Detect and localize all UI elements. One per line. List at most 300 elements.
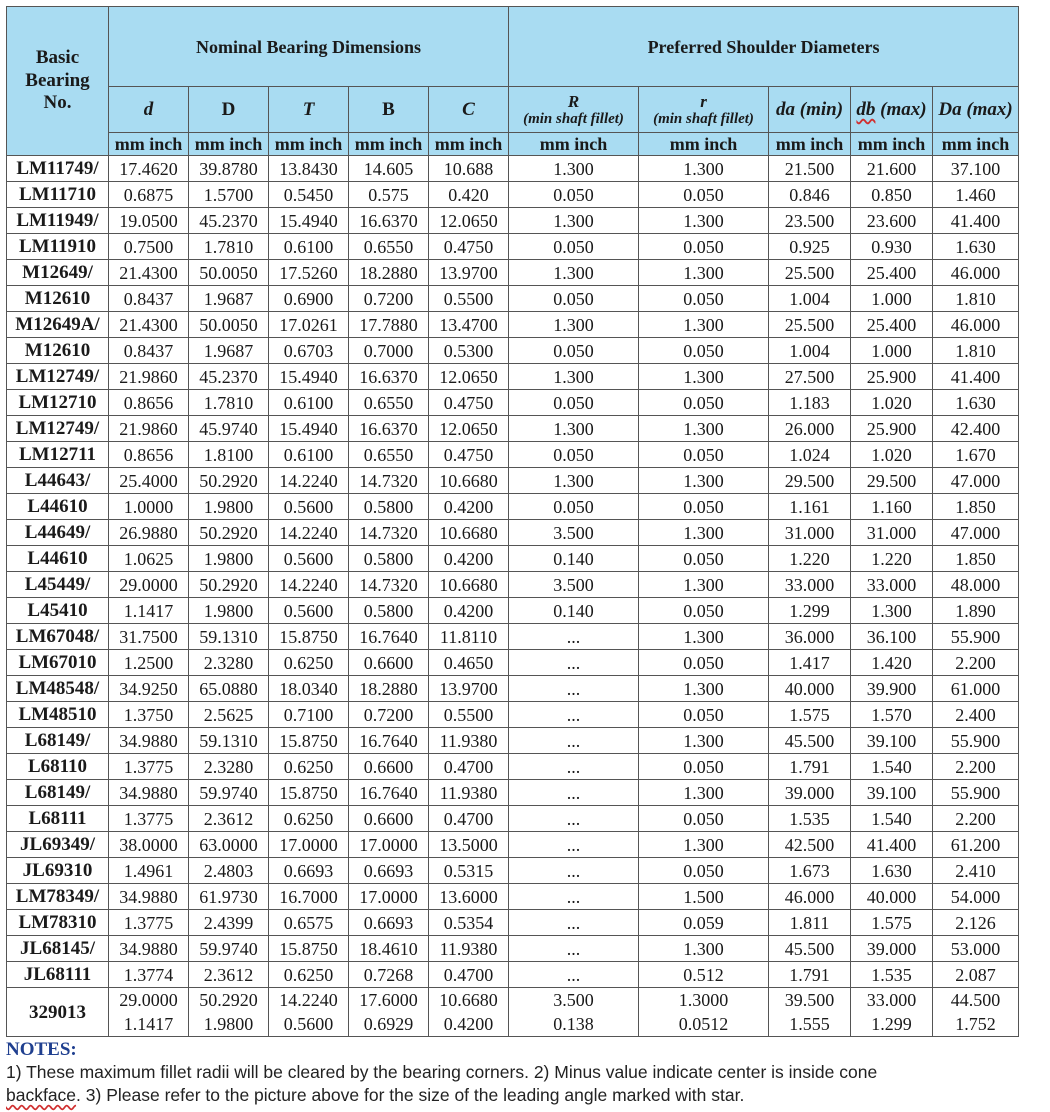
value-mm: 1.3000 bbox=[678, 990, 729, 1010]
cell-db: 1.160 bbox=[851, 494, 933, 520]
col-db-suffix: (max) bbox=[875, 99, 927, 120]
cell-d: 0.7500 bbox=[109, 234, 189, 260]
cell-db: 1.540 bbox=[851, 754, 933, 780]
cell-Da: 41.400 bbox=[933, 364, 1019, 390]
cell-db bbox=[851, 988, 933, 1037]
cell-T: 0.6250 bbox=[269, 650, 349, 676]
cell-B: 0.7200 bbox=[349, 286, 429, 312]
table-row bbox=[7, 754, 1019, 780]
cell-Da: 37.100 bbox=[933, 156, 1019, 182]
nominal-dimensions-header: Nominal Bearing Dimensions bbox=[109, 7, 509, 87]
cell-Da: 1.810 bbox=[933, 286, 1019, 312]
cell-Da: 1.630 bbox=[933, 234, 1019, 260]
cell-R: 1.300 bbox=[509, 260, 639, 286]
bearing-number-cell: LM12711 bbox=[7, 442, 109, 468]
cell-C: 0.4700 bbox=[429, 806, 509, 832]
cell-D: 50.2920 bbox=[189, 572, 269, 598]
cell-R: 1.300 bbox=[509, 156, 639, 182]
cell-D: 1.9800 bbox=[189, 494, 269, 520]
table-row bbox=[7, 390, 1019, 416]
cell-r: 1.300 bbox=[639, 208, 769, 234]
cell-R: ... bbox=[509, 910, 639, 936]
value-inch: 0.5600 bbox=[283, 1014, 334, 1034]
col-r-subtitle: (min shaft fillet) bbox=[653, 110, 754, 127]
cell-db: 0.850 bbox=[851, 182, 933, 208]
cell-d: 17.4620 bbox=[109, 156, 189, 182]
cell-Da: 48.000 bbox=[933, 572, 1019, 598]
cell-C: 10.6680 bbox=[429, 468, 509, 494]
cell-B: 16.7640 bbox=[349, 780, 429, 806]
cell-d: 29.0000 bbox=[109, 572, 189, 598]
cell-Da: 1.850 bbox=[933, 546, 1019, 572]
cell-d: 38.0000 bbox=[109, 832, 189, 858]
cell-d: 26.9880 bbox=[109, 520, 189, 546]
col-db-header bbox=[851, 87, 933, 133]
cell-r: 0.050 bbox=[639, 858, 769, 884]
cell-D: 1.9800 bbox=[189, 598, 269, 624]
cell-D: 1.5700 bbox=[189, 182, 269, 208]
cell-Da: 2.200 bbox=[933, 754, 1019, 780]
cell-d: 34.9880 bbox=[109, 936, 189, 962]
table-row bbox=[7, 702, 1019, 728]
value-mm: 33.000 bbox=[866, 990, 917, 1010]
cell-r: 0.050 bbox=[639, 598, 769, 624]
cell-D: 1.8100 bbox=[189, 442, 269, 468]
cell-R: ... bbox=[509, 728, 639, 754]
cell-Da: 1.890 bbox=[933, 598, 1019, 624]
cell-B: 14.7320 bbox=[349, 572, 429, 598]
cell-Da: 42.400 bbox=[933, 416, 1019, 442]
cell-Da: 55.900 bbox=[933, 780, 1019, 806]
cell-da: 1.417 bbox=[769, 650, 851, 676]
cell-db: 41.400 bbox=[851, 832, 933, 858]
cell-D: 1.7810 bbox=[189, 234, 269, 260]
cell-D: 1.9687 bbox=[189, 338, 269, 364]
cell-d: 21.4300 bbox=[109, 260, 189, 286]
cell-r: 1.300 bbox=[639, 312, 769, 338]
cell-C: 10.6680 bbox=[429, 572, 509, 598]
cell-Da: 1.460 bbox=[933, 182, 1019, 208]
cell-C: 11.9380 bbox=[429, 936, 509, 962]
cell-da: 1.004 bbox=[769, 338, 851, 364]
cell-R: 3.500 bbox=[509, 572, 639, 598]
cell-da: 1.299 bbox=[769, 598, 851, 624]
table-row bbox=[7, 572, 1019, 598]
cell-r: 1.300 bbox=[639, 780, 769, 806]
cell-C: 0.4750 bbox=[429, 442, 509, 468]
cell-D: 61.9730 bbox=[189, 884, 269, 910]
cell-T: 15.8750 bbox=[269, 624, 349, 650]
cell-db: 1.020 bbox=[851, 390, 933, 416]
unit-C: mm inch bbox=[429, 133, 509, 156]
table-row bbox=[7, 962, 1019, 988]
cell-B: 0.575 bbox=[349, 182, 429, 208]
cell-T: 0.5450 bbox=[269, 182, 349, 208]
cell-Da: 47.000 bbox=[933, 520, 1019, 546]
col-da-header: da (min) bbox=[769, 87, 851, 133]
notes-title: NOTES: bbox=[6, 1039, 77, 1060]
notes-text bbox=[6, 1061, 1046, 1107]
cell-D: 1.9687 bbox=[189, 286, 269, 312]
cell-d: 1.4961 bbox=[109, 858, 189, 884]
cell-da: 31.000 bbox=[769, 520, 851, 546]
cell-db: 1.630 bbox=[851, 858, 933, 884]
cell-B bbox=[349, 988, 429, 1037]
cell-r: 0.050 bbox=[639, 806, 769, 832]
unit-d: mm inch bbox=[109, 133, 189, 156]
bearing-number-cell: L68110 bbox=[7, 754, 109, 780]
bearing-number-cell: L45449/ bbox=[7, 572, 109, 598]
bearing-table-container bbox=[6, 6, 1018, 1107]
bearing-number-cell: LM11949/ bbox=[7, 208, 109, 234]
cell-da: 45.500 bbox=[769, 936, 851, 962]
table-row bbox=[7, 884, 1019, 910]
cell-C: 0.4750 bbox=[429, 234, 509, 260]
cell-C bbox=[429, 988, 509, 1037]
cell-db: 36.100 bbox=[851, 624, 933, 650]
cell-r: 0.050 bbox=[639, 286, 769, 312]
cell-C: 10.688 bbox=[429, 156, 509, 182]
cell-R: ... bbox=[509, 858, 639, 884]
cell-C: 0.4200 bbox=[429, 546, 509, 572]
unit-db: mm inch bbox=[851, 133, 933, 156]
cell-Da: 46.000 bbox=[933, 260, 1019, 286]
cell-Da: 2.087 bbox=[933, 962, 1019, 988]
col-D-header: D bbox=[189, 87, 269, 133]
bearing-number-cell: L44610 bbox=[7, 546, 109, 572]
value-inch: 0.6929 bbox=[363, 1014, 414, 1034]
table-body bbox=[7, 156, 1019, 1037]
cell-B: 0.7200 bbox=[349, 702, 429, 728]
cell-B: 0.6550 bbox=[349, 442, 429, 468]
cell-d: 0.8437 bbox=[109, 286, 189, 312]
cell-D: 2.3612 bbox=[189, 806, 269, 832]
table-row bbox=[7, 598, 1019, 624]
bearing-number-cell: L44610 bbox=[7, 494, 109, 520]
cell-db: 1.300 bbox=[851, 598, 933, 624]
cell-R: 0.050 bbox=[509, 442, 639, 468]
cell-da: 25.500 bbox=[769, 260, 851, 286]
cell-da: 1.535 bbox=[769, 806, 851, 832]
col-r-symbol: r bbox=[700, 91, 707, 111]
cell-D: 1.7810 bbox=[189, 390, 269, 416]
cell-B: 14.7320 bbox=[349, 468, 429, 494]
cell-db: 25.900 bbox=[851, 416, 933, 442]
cell-da: 39.000 bbox=[769, 780, 851, 806]
cell-da: 23.500 bbox=[769, 208, 851, 234]
cell-B: 18.2880 bbox=[349, 676, 429, 702]
cell-R: ... bbox=[509, 962, 639, 988]
value-inch: 0.138 bbox=[553, 1014, 594, 1034]
cell-T: 14.2240 bbox=[269, 572, 349, 598]
bearing-number-cell: M12610 bbox=[7, 338, 109, 364]
bearing-number-cell: M12649A/ bbox=[7, 312, 109, 338]
cell-D: 45.2370 bbox=[189, 364, 269, 390]
cell-da: 45.500 bbox=[769, 728, 851, 754]
cell-T: 14.2240 bbox=[269, 520, 349, 546]
cell-C: 11.8110 bbox=[429, 624, 509, 650]
col-Da-header: Da (max) bbox=[933, 87, 1019, 133]
cell-T: 18.0340 bbox=[269, 676, 349, 702]
cell-Da: 1.850 bbox=[933, 494, 1019, 520]
cell-Da: 46.000 bbox=[933, 312, 1019, 338]
cell-R: 1.300 bbox=[509, 364, 639, 390]
cell-C: 12.0650 bbox=[429, 416, 509, 442]
cell-Da: 61.200 bbox=[933, 832, 1019, 858]
bearing-number-cell: M12649/ bbox=[7, 260, 109, 286]
cell-d: 1.3775 bbox=[109, 754, 189, 780]
cell-d: 34.9880 bbox=[109, 884, 189, 910]
cell-C: 0.4700 bbox=[429, 962, 509, 988]
value-inch: 1.9800 bbox=[203, 1014, 254, 1034]
cell-d: 1.3750 bbox=[109, 702, 189, 728]
bearing-number-cell: L68111 bbox=[7, 806, 109, 832]
table-row bbox=[7, 234, 1019, 260]
bearing-number-cell: LM78310 bbox=[7, 910, 109, 936]
cell-B: 0.5800 bbox=[349, 598, 429, 624]
cell-da: 0.925 bbox=[769, 234, 851, 260]
cell-T: 15.8750 bbox=[269, 936, 349, 962]
cell-C: 0.5300 bbox=[429, 338, 509, 364]
header-basic-word: Basic bbox=[35, 46, 80, 68]
cell-db: 0.930 bbox=[851, 234, 933, 260]
bearing-number-cell: LM11710 bbox=[7, 182, 109, 208]
cell-B: 0.6600 bbox=[349, 806, 429, 832]
cell-C: 0.5500 bbox=[429, 702, 509, 728]
table-row bbox=[7, 650, 1019, 676]
notes-backface-word: backface bbox=[6, 1085, 77, 1105]
cell-T: 0.6575 bbox=[269, 910, 349, 936]
cell-B: 0.6550 bbox=[349, 234, 429, 260]
table-row bbox=[7, 286, 1019, 312]
cell-B: 0.7000 bbox=[349, 338, 429, 364]
cell-T: 13.8430 bbox=[269, 156, 349, 182]
cell-d: 1.3774 bbox=[109, 962, 189, 988]
cell-R: 0.050 bbox=[509, 234, 639, 260]
col-B-header: B bbox=[349, 87, 429, 133]
cell-r: 1.300 bbox=[639, 416, 769, 442]
cell-B: 17.0000 bbox=[349, 884, 429, 910]
cell-C: 0.420 bbox=[429, 182, 509, 208]
table-row bbox=[7, 494, 1019, 520]
cell-db: 39.100 bbox=[851, 780, 933, 806]
cell-db: 25.400 bbox=[851, 312, 933, 338]
bearing-number-cell: LM12749/ bbox=[7, 364, 109, 390]
cell-B: 14.7320 bbox=[349, 520, 429, 546]
cell-T: 0.7100 bbox=[269, 702, 349, 728]
cell-da: 1.811 bbox=[769, 910, 851, 936]
table-row bbox=[7, 520, 1019, 546]
cell-da: 42.500 bbox=[769, 832, 851, 858]
cell-da: 40.000 bbox=[769, 676, 851, 702]
cell-B: 0.6600 bbox=[349, 754, 429, 780]
notes-line-2: . 3) Please refer to the picture above for the size of the leading angle marked with star. bbox=[76, 1085, 745, 1105]
cell-da: 1.004 bbox=[769, 286, 851, 312]
cell-B: 18.4610 bbox=[349, 936, 429, 962]
table-row bbox=[7, 728, 1019, 754]
bearing-number-cell: JL69310 bbox=[7, 858, 109, 884]
unit-Da: mm inch bbox=[933, 133, 1019, 156]
cell-B: 0.7268 bbox=[349, 962, 429, 988]
cell-C: 12.0650 bbox=[429, 208, 509, 234]
cell-C: 12.0650 bbox=[429, 364, 509, 390]
table-row bbox=[7, 806, 1019, 832]
cell-r: 1.300 bbox=[639, 728, 769, 754]
cell-T: 17.5260 bbox=[269, 260, 349, 286]
cell-B: 17.0000 bbox=[349, 832, 429, 858]
cell-D: 50.0050 bbox=[189, 260, 269, 286]
value-inch: 1.299 bbox=[871, 1014, 912, 1034]
cell-da: 1.161 bbox=[769, 494, 851, 520]
col-R-subtitle: (min shaft fillet) bbox=[523, 110, 624, 127]
cell-B: 0.5800 bbox=[349, 546, 429, 572]
cell-d: 34.9880 bbox=[109, 780, 189, 806]
cell-r: 0.050 bbox=[639, 390, 769, 416]
cell-db: 1.000 bbox=[851, 286, 933, 312]
cell-B: 17.7880 bbox=[349, 312, 429, 338]
cell-D: 2.3612 bbox=[189, 962, 269, 988]
cell-Da: 2.126 bbox=[933, 910, 1019, 936]
cell-d: 21.9860 bbox=[109, 364, 189, 390]
cell-db: 39.000 bbox=[851, 936, 933, 962]
cell-D: 2.3280 bbox=[189, 650, 269, 676]
col-T-header: T bbox=[269, 87, 349, 133]
cell-r: 1.300 bbox=[639, 624, 769, 650]
bearing-number-cell: 329013 bbox=[7, 988, 109, 1037]
cell-da: 0.846 bbox=[769, 182, 851, 208]
table-row bbox=[7, 338, 1019, 364]
cell-D: 63.0000 bbox=[189, 832, 269, 858]
cell-D: 2.5625 bbox=[189, 702, 269, 728]
cell-D: 2.4399 bbox=[189, 910, 269, 936]
shoulder-diameters-header: Preferred Shoulder Diameters bbox=[509, 7, 1019, 87]
cell-D: 59.9740 bbox=[189, 936, 269, 962]
cell-T: 15.8750 bbox=[269, 728, 349, 754]
cell-R: 1.300 bbox=[509, 312, 639, 338]
bearing-number-cell: M12610 bbox=[7, 286, 109, 312]
cell-C: 11.9380 bbox=[429, 728, 509, 754]
cell-B: 16.6370 bbox=[349, 208, 429, 234]
cell-T: 15.8750 bbox=[269, 780, 349, 806]
cell-C: 0.5354 bbox=[429, 910, 509, 936]
units-row bbox=[7, 133, 1019, 156]
cell-db: 1.570 bbox=[851, 702, 933, 728]
cell-d: 19.0500 bbox=[109, 208, 189, 234]
value-mm: 10.6680 bbox=[439, 990, 498, 1010]
cell-R: 0.050 bbox=[509, 494, 639, 520]
cell-Da: 61.000 bbox=[933, 676, 1019, 702]
cell-R: 1.300 bbox=[509, 468, 639, 494]
cell-r: 1.500 bbox=[639, 884, 769, 910]
cell-Da: 55.900 bbox=[933, 728, 1019, 754]
cell-C: 0.5500 bbox=[429, 286, 509, 312]
cell-Da: 1.630 bbox=[933, 390, 1019, 416]
table-row bbox=[7, 676, 1019, 702]
cell-db: 23.600 bbox=[851, 208, 933, 234]
col-db-symbol: db bbox=[856, 99, 876, 120]
cell-R: ... bbox=[509, 806, 639, 832]
cell-D: 2.4803 bbox=[189, 858, 269, 884]
cell-R: 0.050 bbox=[509, 286, 639, 312]
unit-R: mm inch bbox=[509, 133, 639, 156]
cell-db: 25.900 bbox=[851, 364, 933, 390]
cell-r: 1.300 bbox=[639, 364, 769, 390]
cell-da: 1.791 bbox=[769, 962, 851, 988]
cell-D: 39.8780 bbox=[189, 156, 269, 182]
cell-d: 0.8437 bbox=[109, 338, 189, 364]
cell-d: 0.8656 bbox=[109, 442, 189, 468]
cell-r: 1.300 bbox=[639, 676, 769, 702]
cell-C: 0.4200 bbox=[429, 598, 509, 624]
cell-R: ... bbox=[509, 832, 639, 858]
cell-da: 1.673 bbox=[769, 858, 851, 884]
bearing-number-cell: LM48510 bbox=[7, 702, 109, 728]
cell-db: 1.420 bbox=[851, 650, 933, 676]
cell-D: 59.1310 bbox=[189, 624, 269, 650]
basic-bearing-no-header bbox=[7, 7, 109, 156]
bearing-number-cell: LM11910 bbox=[7, 234, 109, 260]
unit-T: mm inch bbox=[269, 133, 349, 156]
cell-C: 13.6000 bbox=[429, 884, 509, 910]
cell-Da: 54.000 bbox=[933, 884, 1019, 910]
cell-R: ... bbox=[509, 780, 639, 806]
table-row bbox=[7, 858, 1019, 884]
cell-C: 13.5000 bbox=[429, 832, 509, 858]
cell-r: 0.512 bbox=[639, 962, 769, 988]
cell-B: 16.6370 bbox=[349, 364, 429, 390]
cell-d: 31.7500 bbox=[109, 624, 189, 650]
table-row bbox=[7, 546, 1019, 572]
cell-d bbox=[109, 988, 189, 1037]
cell-B: 16.6370 bbox=[349, 416, 429, 442]
cell-Da: 55.900 bbox=[933, 624, 1019, 650]
cell-Da: 2.200 bbox=[933, 806, 1019, 832]
unit-r: mm inch bbox=[639, 133, 769, 156]
cell-C: 11.9380 bbox=[429, 780, 509, 806]
bearing-number-cell: LM67010 bbox=[7, 650, 109, 676]
cell-Da: 41.400 bbox=[933, 208, 1019, 234]
cell-B: 0.6550 bbox=[349, 390, 429, 416]
cell-R: ... bbox=[509, 624, 639, 650]
value-inch: 0.0512 bbox=[678, 1014, 729, 1034]
cell-db: 39.100 bbox=[851, 728, 933, 754]
cell-Da: 2.400 bbox=[933, 702, 1019, 728]
cell-db: 31.000 bbox=[851, 520, 933, 546]
table-row bbox=[7, 208, 1019, 234]
cell-d: 21.9860 bbox=[109, 416, 189, 442]
cell-D: 50.2920 bbox=[189, 520, 269, 546]
table-row bbox=[7, 312, 1019, 338]
cell-B: 0.6693 bbox=[349, 858, 429, 884]
bearing-number-cell: JL68111 bbox=[7, 962, 109, 988]
header-no-word: No. bbox=[43, 92, 72, 114]
cell-T: 0.6250 bbox=[269, 754, 349, 780]
table-row bbox=[7, 156, 1019, 182]
bearing-number-cell: L44643/ bbox=[7, 468, 109, 494]
cell-R: ... bbox=[509, 650, 639, 676]
cell-da: 33.000 bbox=[769, 572, 851, 598]
cell-d: 25.4000 bbox=[109, 468, 189, 494]
cell-T: 14.2240 bbox=[269, 468, 349, 494]
cell-T: 15.4940 bbox=[269, 416, 349, 442]
cell-r: 0.050 bbox=[639, 754, 769, 780]
table-row bbox=[7, 416, 1019, 442]
cell-C: 10.6680 bbox=[429, 520, 509, 546]
cell-B: 14.605 bbox=[349, 156, 429, 182]
value-mm: 44.500 bbox=[950, 990, 1001, 1010]
cell-da: 25.500 bbox=[769, 312, 851, 338]
value-mm: 29.0000 bbox=[119, 990, 178, 1010]
